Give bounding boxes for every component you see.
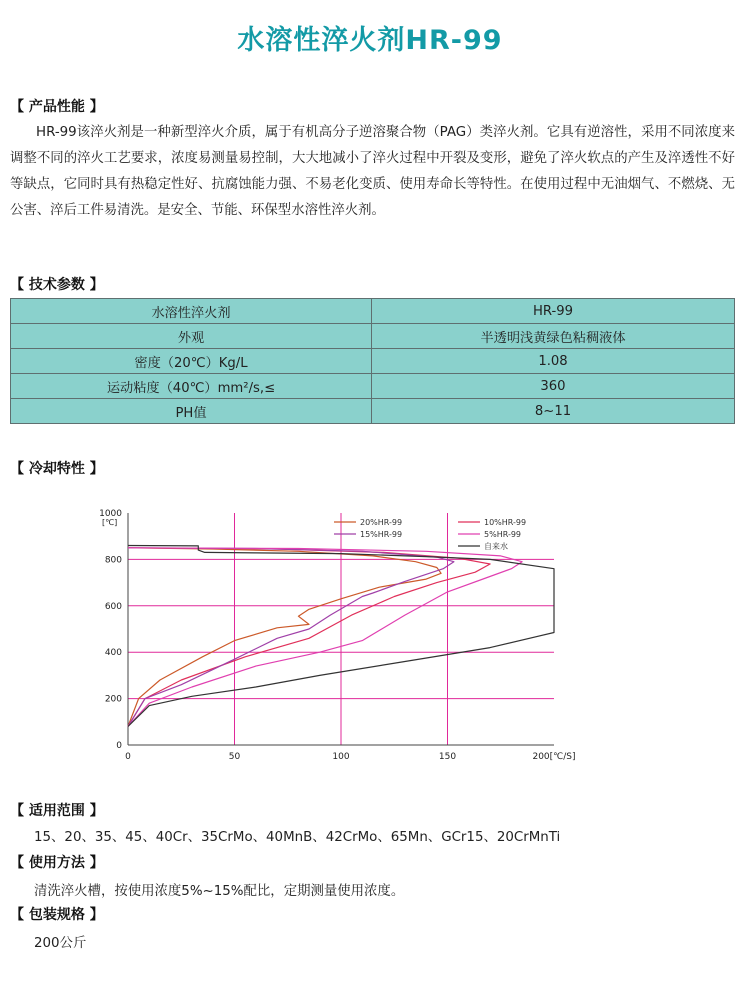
spec-label: 外观 [11, 324, 372, 349]
section-heading-tech: 【 技术参数 】 [10, 277, 104, 293]
table-row [11, 399, 735, 424]
spec-label: 密度（20℃）Kg/L [11, 349, 372, 374]
legend-label: 20%HR-99 [360, 518, 403, 527]
y-axis-unit: [℃] [102, 518, 118, 527]
cooling-curve-chart [80, 495, 580, 770]
performance-text: HR-99该淬火剂是一种新型淬火介质，属于有机高分子逆溶聚合物（PAG）类淬火剂。它具有逆溶性，采用不同浓度来调整不同的淬火工艺要求，浓度易测量易控制，大大地减小了淬火过程中开裂及变形，避免了淬火软点的产生及淬透性不好等缺点，它同时具有热稳定性好、抗腐蚀能力强、不易老化变质、使用寿命长等特性。在使用过程中无油烟气、不燃烧、无公害、淬后工件易清洗。是安全、节能、环保型水溶性淬火剂。 [10, 125, 735, 218]
spec-value: HR-99 [372, 299, 735, 324]
y-tick-label: 1000 [99, 509, 122, 519]
section-heading-performance: 【 产品性能 】 [10, 99, 104, 115]
spec-value: 8~11 [372, 399, 735, 424]
spec-label: 运动粘度（40℃）mm²/s,≤ [11, 374, 372, 399]
x-tick-label: 0 [125, 752, 131, 762]
spec-label: 水溶性淬火剂 [11, 299, 372, 324]
table-row [11, 374, 735, 399]
y-tick-label: 800 [104, 555, 122, 566]
usage-text: 清洗淬火槽，按使用浓度5%~15%配比，定期测量使用浓度。 [34, 884, 405, 899]
packaging-text: 200公斤 [34, 936, 87, 951]
tech-spec-table [10, 298, 735, 424]
performance-paragraph [10, 120, 735, 224]
page-title: 水溶性淬火剂HR-99 [237, 25, 503, 56]
x-tick-label: 50 [228, 752, 241, 762]
legend-label: 自来水 [484, 542, 508, 551]
y-tick-label: 400 [104, 648, 122, 659]
section-heading-applicable: 【 适用范围 】 [10, 803, 104, 819]
spec-value: 半透明浅黄绿色粘稠液体 [372, 324, 735, 349]
table-row [11, 299, 735, 324]
section-heading-usage: 【 使用方法 】 [10, 855, 104, 871]
table-row [11, 349, 735, 374]
table-row [11, 324, 735, 349]
x-tick-label: 150 [438, 752, 457, 762]
legend-label: 5%HR-99 [484, 530, 522, 539]
legend-label: 15%HR-99 [360, 530, 403, 539]
section-heading-packaging: 【 包装规格 】 [10, 907, 104, 923]
series-line-s5 [128, 548, 522, 727]
y-tick-label: 600 [104, 601, 122, 612]
section-heading-cooling: 【 冷却特性 】 [10, 461, 104, 477]
chart-legend [334, 518, 526, 551]
x-tick-label: 100 [332, 752, 350, 762]
spec-value: 1.08 [372, 349, 735, 374]
legend-label: 10%HR-99 [484, 518, 527, 527]
applicable-steels: 15、20、35、45、40Cr、35CrMo、40MnB、42CrMo、65Mn、GCr15、20CrMnTi [34, 830, 561, 845]
spec-value: 360 [372, 374, 735, 399]
x-tick-label: 200[℃/S] [532, 752, 576, 762]
series-line-s10 [128, 548, 490, 727]
y-tick-label: 200 [104, 694, 122, 705]
y-tick-label: 0 [116, 741, 122, 751]
spec-label: PH值 [11, 399, 372, 424]
